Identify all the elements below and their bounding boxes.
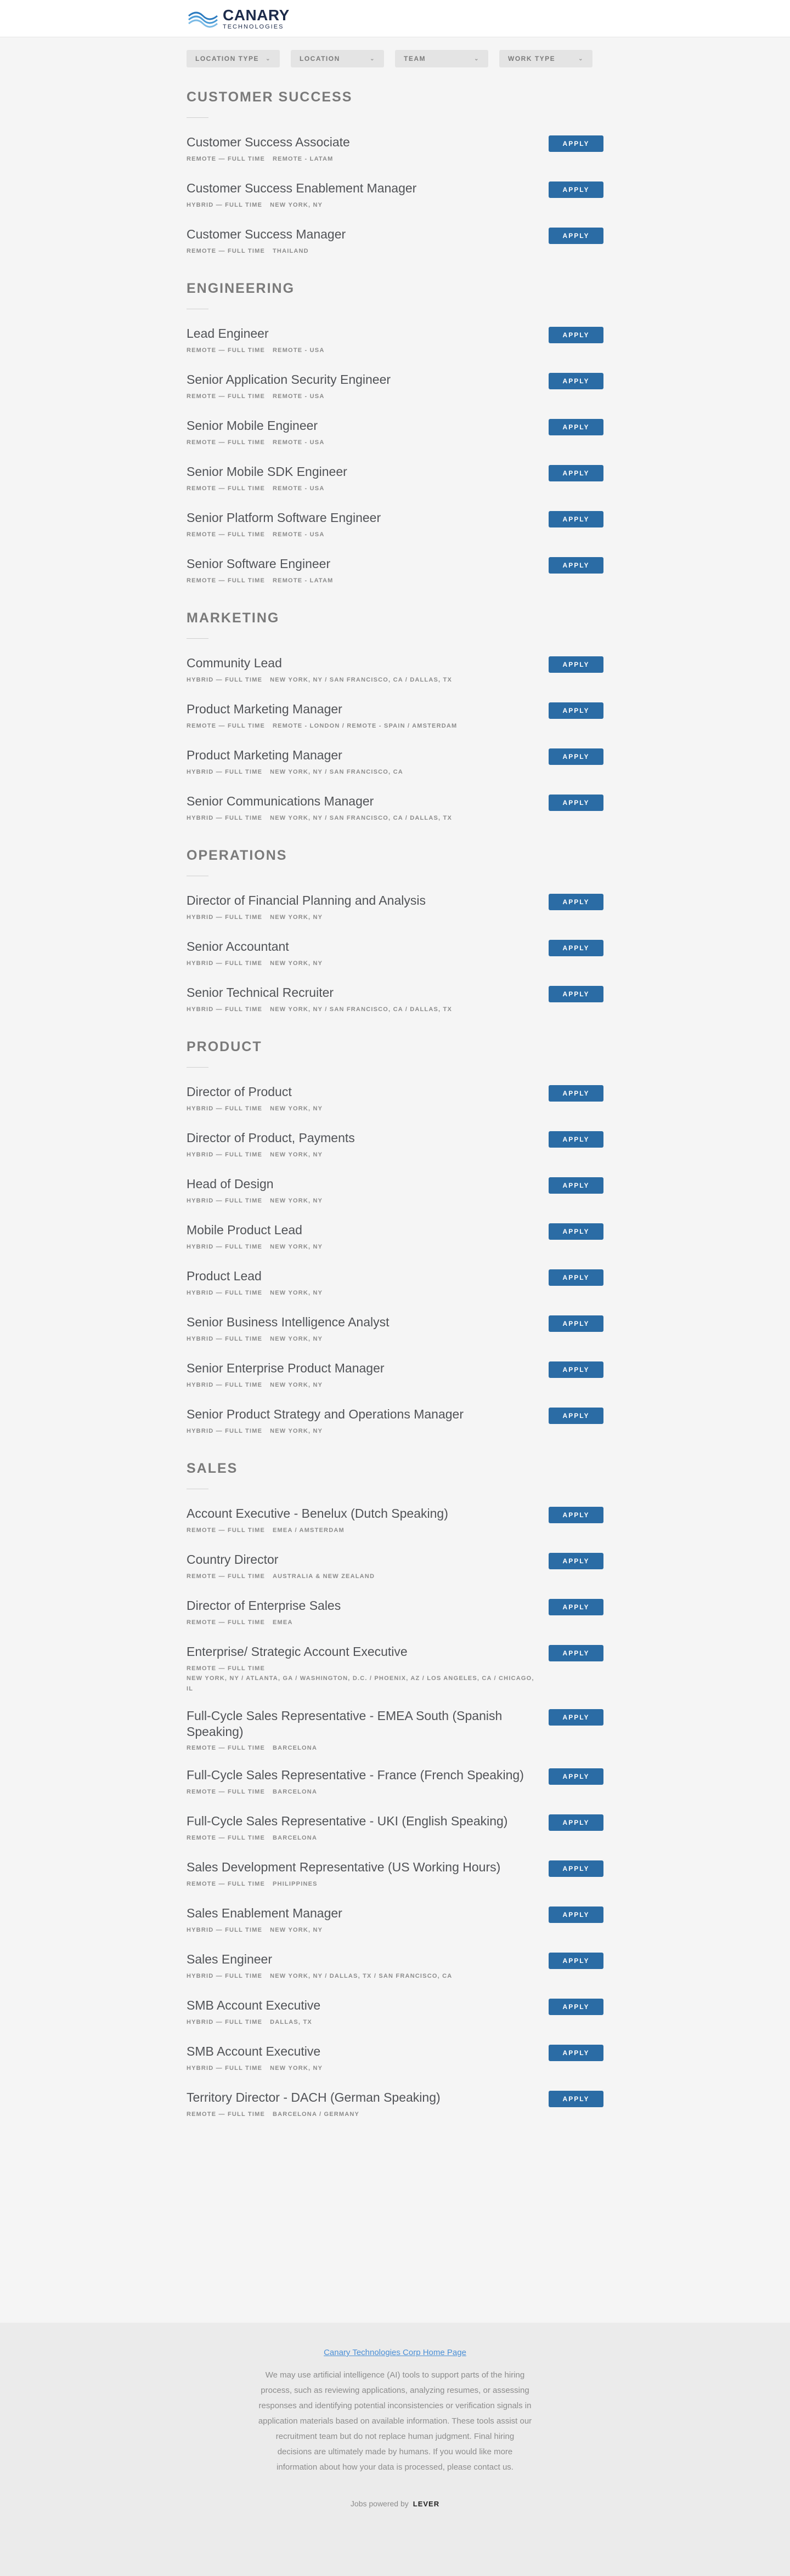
posting-location: REMOTE - USA — [273, 531, 325, 538]
posting-work-type: HYBRID — FULL TIME — [187, 1006, 263, 1013]
posting-work-type: HYBRID — FULL TIME — [187, 1243, 263, 1250]
group-title: OPERATIONS — [187, 848, 287, 863]
apply-button[interactable]: APPLY — [549, 1709, 603, 1726]
posting-location: PHILIPPINES — [273, 1880, 318, 1887]
job-posting[interactable] — [187, 1708, 603, 1754]
posting-title[interactable]: Senior Mobile Engineer — [187, 418, 318, 433]
posting-title[interactable]: Senior Application Security Engineer — [187, 372, 391, 387]
job-posting[interactable] — [187, 1222, 603, 1255]
logo-name: CANARY — [223, 7, 290, 24]
job-posting[interactable] — [187, 418, 603, 450]
posting-title[interactable]: Product Marketing Manager — [187, 702, 342, 716]
posting-info — [187, 1552, 538, 1581]
posting-work-type: REMOTE — FULL TIME — [187, 247, 266, 254]
posting-work-type: HYBRID — FULL TIME — [187, 1926, 263, 1933]
posting-title[interactable]: Senior Software Engineer — [187, 557, 331, 571]
posting-work-type: HYBRID — FULL TIME — [187, 1197, 263, 1204]
posting-info — [187, 1084, 538, 1114]
apply-button[interactable]: APPLY — [549, 1315, 603, 1332]
posting-info — [187, 1506, 538, 1535]
posting-info — [187, 1130, 538, 1160]
posting-location: NEW YORK, NY — [270, 1197, 323, 1204]
posting-work-type: REMOTE — FULL TIME — [187, 1573, 266, 1580]
posting-categories — [187, 675, 538, 685]
posting-info — [187, 510, 538, 540]
posting-work-type: HYBRID — FULL TIME — [187, 960, 263, 967]
apply-button[interactable]: APPLY — [549, 1999, 603, 2015]
group-title: CUSTOMER SUCCESS — [187, 89, 353, 105]
posting-categories — [187, 1196, 538, 1206]
posting-location: AUSTRALIA & NEW ZEALAND — [273, 1573, 375, 1580]
posting-location: REMOTE - USA — [273, 347, 325, 354]
posting-info — [187, 1951, 538, 1981]
apply-button[interactable]: APPLY — [549, 1860, 603, 1877]
apply-button[interactable]: APPLY — [549, 135, 603, 152]
posting-location: NEW YORK, NY — [270, 1289, 323, 1296]
posting-work-type: REMOTE — FULL TIME — [187, 1788, 266, 1795]
posting-info — [187, 556, 538, 586]
job-posting[interactable] — [187, 939, 603, 971]
posting-categories — [187, 1242, 538, 1252]
job-posting[interactable] — [187, 747, 603, 780]
posting-work-type: HYBRID — FULL TIME — [187, 814, 263, 821]
posting-info — [187, 134, 538, 164]
posting-title[interactable]: Sales Enablement Manager — [187, 1906, 342, 1920]
posting-work-type: REMOTE — FULL TIME — [187, 531, 266, 538]
powered-by — [0, 2499, 790, 2508]
posting-title[interactable]: Enterprise/ Strategic Account Executive — [187, 1644, 408, 1659]
posting-title[interactable]: Full-Cycle Sales Representative - France (French Speaking) — [187, 1768, 524, 1782]
posting-categories — [187, 246, 538, 257]
posting-work-type: REMOTE — FULL TIME — [187, 1665, 266, 1672]
posting-categories — [187, 958, 538, 969]
posting-title[interactable]: Product Lead — [187, 1269, 262, 1283]
filter-location[interactable] — [291, 50, 384, 67]
group-title: SALES — [187, 1461, 238, 1476]
posting-title[interactable]: Senior Mobile SDK Engineer — [187, 464, 347, 479]
posting-group — [187, 1039, 603, 1439]
posting-info — [187, 1708, 538, 1754]
posting-categories — [187, 767, 538, 778]
apply-button[interactable]: APPLY — [549, 1645, 603, 1661]
posting-info — [187, 1905, 538, 1935]
posting-categories — [187, 200, 538, 211]
posting-title[interactable]: Full-Cycle Sales Representative - EMEA South (Spanish Speaking) — [187, 1708, 503, 1739]
posting-group — [187, 89, 603, 259]
job-posting[interactable] — [187, 2044, 603, 2076]
apply-button[interactable]: APPLY — [549, 1553, 603, 1569]
job-posting[interactable] — [187, 1905, 603, 1938]
posting-location: NEW YORK, NY — [270, 1381, 323, 1388]
job-posting[interactable] — [187, 655, 603, 688]
apply-button[interactable]: APPLY — [549, 511, 603, 527]
apply-button[interactable]: APPLY — [549, 1507, 603, 1523]
posting-title[interactable]: Director of Product — [187, 1085, 292, 1099]
apply-button[interactable]: APPLY — [549, 228, 603, 244]
posting-location: BARCELONA — [273, 1788, 318, 1795]
job-posting[interactable] — [187, 1176, 603, 1208]
job-posting[interactable] — [187, 1998, 603, 2030]
posting-work-type: REMOTE — FULL TIME — [187, 439, 266, 446]
posting-title[interactable]: Senior Enterprise Product Manager — [187, 1361, 385, 1375]
apply-button[interactable]: APPLY — [549, 656, 603, 673]
job-posting[interactable] — [187, 1506, 603, 1538]
posting-categories — [187, 1426, 538, 1437]
posting-categories — [187, 912, 538, 923]
posting-work-type: REMOTE — FULL TIME — [187, 722, 266, 729]
posting-categories — [187, 1971, 538, 1982]
posting-location: DALLAS, TX — [270, 2018, 312, 2025]
job-posting[interactable] — [187, 464, 603, 496]
posting-title[interactable]: Customer Success Manager — [187, 227, 346, 241]
posting-info — [187, 1644, 538, 1694]
job-posting[interactable] — [187, 1951, 603, 1984]
posting-work-type: REMOTE — FULL TIME — [187, 2110, 266, 2118]
job-posting[interactable] — [187, 893, 603, 925]
posting-location: NEW YORK, NY / SAN FRANCISCO, CA — [270, 768, 403, 775]
chevron-down-icon: ⌄ — [578, 55, 584, 62]
posting-work-type: HYBRID — FULL TIME — [187, 768, 263, 775]
logo-subtitle: TECHNOLOGIES — [223, 24, 284, 30]
filter-label: LOCATION — [300, 55, 340, 63]
posting-categories — [187, 721, 538, 731]
posting-categories — [187, 530, 538, 540]
posting-work-type: REMOTE — FULL TIME — [187, 577, 266, 584]
posting-categories — [187, 484, 538, 494]
posting-title[interactable]: Community Lead — [187, 656, 282, 670]
posting-work-type: REMOTE — FULL TIME — [187, 1880, 266, 1887]
posting-categories — [187, 1879, 538, 1890]
posting-location: NEW YORK, NY / ATLANTA, GA / WASHINGTON, D.C. / PHOENIX, AZ / LOS ANGELES, CA / CHICAGO, IL — [187, 1675, 534, 1693]
posting-categories — [187, 1571, 538, 1582]
posting-work-type: HYBRID — FULL TIME — [187, 1105, 263, 1112]
posting-work-type: HYBRID — FULL TIME — [187, 201, 263, 208]
posting-title[interactable]: SMB Account Executive — [187, 2044, 321, 2058]
group-title: MARKETING — [187, 610, 280, 626]
posting-title[interactable]: Senior Technical Recruiter — [187, 985, 334, 1000]
posting-location: NEW YORK, NY — [270, 960, 323, 967]
posting-location: NEW YORK, NY / DALLAS, TX / SAN FRANCISCO, CA — [270, 1972, 453, 1979]
canary-logo-icon[interactable] — [187, 8, 219, 30]
posting-info — [187, 1314, 538, 1344]
apply-button[interactable]: APPLY — [549, 1085, 603, 1102]
posting-work-type: HYBRID — FULL TIME — [187, 913, 263, 921]
posting-info — [187, 939, 538, 968]
group-title: ENGINEERING — [187, 281, 295, 296]
posting-categories — [187, 2109, 538, 2120]
posting-group — [187, 848, 603, 1017]
posting-location: NEW YORK, NY — [270, 1105, 323, 1112]
posting-location: NEW YORK, NY — [270, 201, 323, 208]
posting-info — [187, 2090, 538, 2119]
posting-work-type: REMOTE — FULL TIME — [187, 1834, 266, 1841]
chevron-down-icon: ⌄ — [370, 55, 375, 62]
posting-categories — [187, 813, 538, 824]
apply-button[interactable]: APPLY — [549, 1768, 603, 1785]
posting-categories — [187, 2017, 538, 2028]
apply-button[interactable]: APPLY — [549, 1269, 603, 1286]
posting-work-type: REMOTE — FULL TIME — [187, 1745, 266, 1752]
posting-title[interactable]: Head of Design — [187, 1177, 274, 1191]
job-posting[interactable] — [187, 510, 603, 542]
job-posting[interactable] — [187, 180, 603, 213]
posting-info — [187, 655, 538, 685]
posting-info — [187, 1859, 538, 1889]
apply-button[interactable]: APPLY — [549, 373, 603, 389]
group-divider — [187, 117, 208, 118]
apply-button[interactable]: APPLY — [549, 986, 603, 1002]
posting-location: NEW YORK, NY — [270, 1926, 323, 1933]
posting-categories — [187, 345, 538, 356]
posting-location: REMOTE - USA — [273, 485, 325, 492]
apply-button[interactable]: APPLY — [549, 1177, 603, 1194]
posting-location: REMOTE - LATAM — [273, 577, 334, 584]
posting-categories — [187, 438, 538, 448]
group-title: PRODUCT — [187, 1039, 262, 1054]
lever-logo[interactable]: LEVER — [413, 2499, 440, 2508]
posting-title[interactable]: Customer Success Enablement Manager — [187, 181, 417, 195]
posting-location: THAILAND — [273, 247, 309, 254]
posting-categories — [187, 391, 538, 402]
job-posting[interactable] — [187, 1552, 603, 1584]
site-footer — [0, 2323, 790, 2576]
posting-categories — [187, 1150, 538, 1160]
filter-label: WORK TYPE — [508, 55, 556, 63]
posting-categories — [187, 1525, 538, 1536]
posting-work-type: REMOTE — FULL TIME — [187, 393, 266, 400]
posting-info — [187, 1222, 538, 1252]
posting-categories — [187, 2063, 538, 2074]
apply-button[interactable]: APPLY — [549, 2045, 603, 2061]
apply-button[interactable]: APPLY — [549, 465, 603, 481]
posting-categories — [187, 1664, 538, 1694]
posting-location: REMOTE - LATAM — [273, 155, 334, 162]
filter-location-type[interactable] — [187, 50, 280, 67]
apply-button[interactable]: APPLY — [549, 1223, 603, 1240]
job-posting[interactable] — [187, 1767, 603, 1800]
posting-info — [187, 893, 538, 922]
posting-info — [187, 1406, 538, 1436]
posting-location: NEW YORK, NY / SAN FRANCISCO, CA / DALLAS, TX — [270, 676, 452, 683]
posting-info — [187, 1176, 538, 1206]
job-posting[interactable] — [187, 326, 603, 358]
filter-team[interactable] — [395, 50, 488, 67]
posting-location: REMOTE - USA — [273, 393, 325, 400]
posting-group — [187, 281, 603, 588]
posting-location: NEW YORK, NY — [270, 1151, 323, 1158]
posting-work-type: HYBRID — FULL TIME — [187, 2018, 263, 2025]
posting-group — [187, 610, 603, 826]
posting-work-type: HYBRID — FULL TIME — [187, 1972, 263, 1979]
job-posting[interactable] — [187, 1859, 603, 1892]
job-posting[interactable] — [187, 2090, 603, 2122]
apply-button[interactable]: APPLY — [549, 1408, 603, 1424]
posting-title[interactable]: Director of Product, Payments — [187, 1131, 355, 1145]
posting-categories — [187, 1380, 538, 1391]
filter-label: TEAM — [404, 55, 426, 63]
powered-by-label: Jobs powered by — [350, 2499, 409, 2508]
posting-info — [187, 372, 538, 401]
postings-list — [187, 89, 603, 2122]
posting-work-type: HYBRID — FULL TIME — [187, 1335, 263, 1342]
apply-button[interactable]: APPLY — [549, 894, 603, 910]
posting-title[interactable]: Account Executive - Benelux (Dutch Speaking) — [187, 1506, 448, 1520]
chevron-down-icon: ⌄ — [266, 55, 271, 62]
posting-categories — [187, 154, 538, 164]
group-divider — [187, 1067, 208, 1068]
posting-title[interactable]: Senior Communications Manager — [187, 794, 374, 808]
posting-categories — [187, 1104, 538, 1114]
posting-info — [187, 701, 538, 731]
posting-categories — [187, 1833, 538, 1843]
posting-info — [187, 2044, 538, 2073]
posting-categories — [187, 576, 538, 586]
posting-title[interactable]: Country Director — [187, 1552, 279, 1567]
posting-info — [187, 1268, 538, 1298]
filter-bar — [187, 50, 603, 67]
job-posting[interactable] — [187, 1406, 603, 1439]
posting-work-type: REMOTE — FULL TIME — [187, 1527, 266, 1534]
posting-work-type: HYBRID — FULL TIME — [187, 676, 263, 683]
posting-title[interactable]: Senior Business Intelligence Analyst — [187, 1315, 390, 1329]
posting-work-type: HYBRID — FULL TIME — [187, 2064, 263, 2072]
posting-title[interactable]: SMB Account Executive — [187, 1998, 321, 2012]
posting-info — [187, 1767, 538, 1797]
posting-info — [187, 1813, 538, 1843]
posting-title[interactable]: Director of Financial Planning and Analysis — [187, 893, 426, 907]
posting-work-type: HYBRID — FULL TIME — [187, 1151, 263, 1158]
posting-location: NEW YORK, NY — [270, 2064, 323, 2072]
posting-work-type: REMOTE — FULL TIME — [187, 485, 266, 492]
filter-work-type[interactable] — [499, 50, 592, 67]
job-posting[interactable] — [187, 793, 603, 826]
apply-button[interactable]: APPLY — [549, 1814, 603, 1831]
posting-categories — [187, 1787, 538, 1797]
posting-title[interactable]: Sales Engineer — [187, 1952, 272, 1966]
posting-info — [187, 1598, 538, 1627]
posting-categories — [187, 1005, 538, 1015]
posting-location: NEW YORK, NY / SAN FRANCISCO, CA / DALLAS, TX — [270, 1006, 452, 1013]
posting-info — [187, 747, 538, 777]
posting-title[interactable]: Full-Cycle Sales Representative - UKI (English Speaking) — [187, 1814, 508, 1828]
posting-work-type: REMOTE — FULL TIME — [187, 1619, 266, 1626]
posting-title[interactable]: Senior Platform Software Engineer — [187, 510, 381, 525]
posting-categories — [187, 1743, 538, 1754]
posting-info — [187, 418, 538, 447]
apply-button[interactable]: APPLY — [549, 1131, 603, 1148]
company-home-link[interactable]: Canary Technologies Corp Home Page — [324, 2348, 466, 2357]
posting-categories — [187, 1925, 538, 1936]
posting-location: NEW YORK, NY — [270, 1427, 323, 1434]
posting-title[interactable]: Territory Director - DACH (German Speaking) — [187, 2090, 441, 2104]
posting-title[interactable]: Product Marketing Manager — [187, 748, 342, 762]
posting-title[interactable]: Lead Engineer — [187, 326, 269, 341]
posting-title[interactable]: Mobile Product Lead — [187, 1223, 302, 1237]
posting-work-type: REMOTE — FULL TIME — [187, 347, 266, 354]
job-posting[interactable] — [187, 1084, 603, 1116]
job-posting[interactable] — [187, 1598, 603, 1630]
posting-work-type: HYBRID — FULL TIME — [187, 1289, 263, 1296]
posting-location: NEW YORK, NY — [270, 1335, 323, 1342]
apply-button[interactable]: APPLY — [549, 327, 603, 343]
logo-wordmark[interactable] — [223, 8, 290, 30]
posting-title[interactable]: Customer Success Associate — [187, 135, 350, 149]
posting-title[interactable]: Senior Product Strategy and Operations Manager — [187, 1407, 464, 1421]
job-posting[interactable] — [187, 1813, 603, 1846]
apply-button[interactable]: APPLY — [549, 1361, 603, 1378]
posting-categories — [187, 1288, 538, 1298]
posting-categories — [187, 1334, 538, 1344]
posting-title[interactable]: Sales Development Representative (US Working Hours) — [187, 1860, 501, 1874]
filter-label: LOCATION TYPE — [195, 55, 259, 63]
apply-button[interactable]: APPLY — [549, 557, 603, 574]
apply-button[interactable]: APPLY — [549, 795, 603, 811]
posting-location: REMOTE - LONDON / REMOTE - SPAIN / AMSTERDAM — [273, 722, 458, 729]
apply-button[interactable]: APPLY — [549, 1953, 603, 1969]
apply-button[interactable]: APPLY — [549, 181, 603, 198]
posting-location: NEW YORK, NY — [270, 913, 323, 921]
posting-work-type: HYBRID — FULL TIME — [187, 1427, 263, 1434]
posting-location: REMOTE - USA — [273, 439, 325, 446]
posting-work-type: REMOTE — FULL TIME — [187, 155, 266, 162]
posting-group — [187, 1461, 603, 2122]
apply-button[interactable]: APPLY — [549, 1599, 603, 1615]
posting-info — [187, 793, 538, 823]
posting-title[interactable]: Senior Accountant — [187, 939, 289, 954]
job-posting[interactable] — [187, 226, 603, 259]
job-posting[interactable] — [187, 985, 603, 1017]
group-divider — [187, 638, 208, 639]
posting-info — [187, 180, 538, 210]
job-posting[interactable] — [187, 134, 603, 167]
job-posting[interactable] — [187, 1130, 603, 1162]
posting-info — [187, 985, 538, 1014]
apply-button[interactable]: APPLY — [549, 748, 603, 765]
posting-location: BARCELONA / GERMANY — [273, 2110, 360, 2118]
job-posting[interactable] — [187, 1644, 603, 1694]
posting-work-type: HYBRID — FULL TIME — [187, 1381, 263, 1388]
job-posting[interactable] — [187, 372, 603, 404]
apply-button[interactable]: APPLY — [549, 2091, 603, 2107]
posting-location: BARCELONA — [273, 1745, 318, 1752]
ai-notice: We may use artificial intelligence (AI) tools to support parts of the hiring process, such as reviewing applications, analyzing resumes, or assessing responses and identifying potential inconsistencies or verification signals in application materials based on available information. These tools assist our recruitment team but do not replace human judgment. Final hiring decisions are ultimately made by humans. If you would like more information about how your data is processed, please contact us. — [258, 2370, 532, 2472]
site-header — [0, 0, 790, 37]
chevron-down-icon: ⌄ — [474, 55, 479, 62]
posting-info — [187, 226, 538, 256]
job-posting[interactable] — [187, 1314, 603, 1347]
posting-location: NEW YORK, NY — [270, 1243, 323, 1250]
apply-button[interactable]: APPLY — [549, 1907, 603, 1923]
posting-info — [187, 1998, 538, 2027]
job-posting[interactable] — [187, 1360, 603, 1393]
posting-info — [187, 326, 538, 355]
posting-info — [187, 464, 538, 493]
job-posting[interactable] — [187, 556, 603, 588]
posting-location: EMEA / AMSTERDAM — [273, 1527, 345, 1534]
posting-location: BARCELONA — [273, 1834, 318, 1841]
apply-button[interactable]: APPLY — [549, 702, 603, 719]
posting-location: EMEA — [273, 1619, 293, 1626]
apply-button[interactable]: APPLY — [549, 940, 603, 956]
posting-info — [187, 1360, 538, 1390]
posting-location: NEW YORK, NY / SAN FRANCISCO, CA / DALLAS, TX — [270, 814, 452, 821]
posting-categories — [187, 1618, 538, 1628]
job-posting[interactable] — [187, 1268, 603, 1301]
apply-button[interactable]: APPLY — [549, 419, 603, 435]
job-posting[interactable] — [187, 701, 603, 734]
posting-title[interactable]: Director of Enterprise Sales — [187, 1598, 341, 1613]
